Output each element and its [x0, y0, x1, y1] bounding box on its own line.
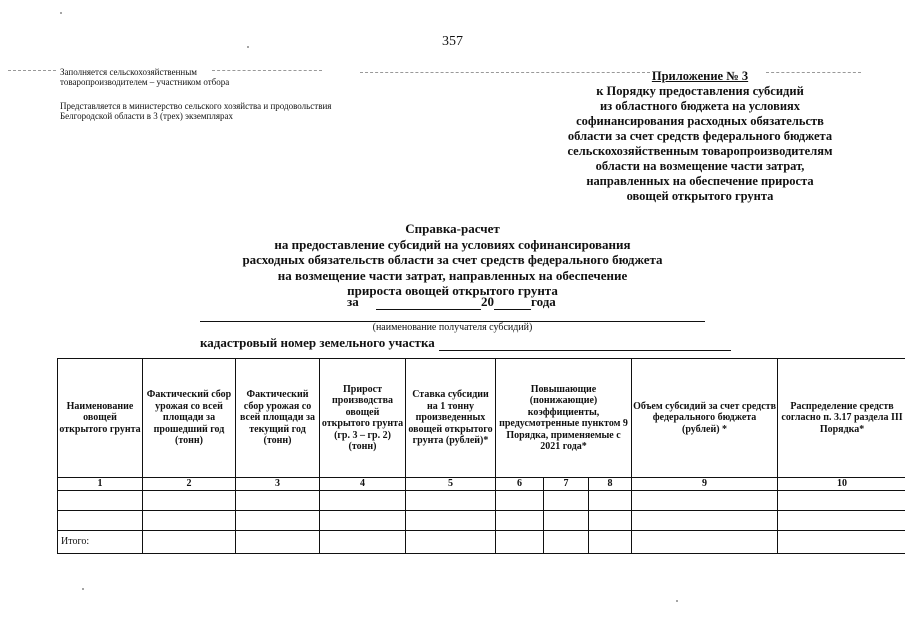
document-title-line: расходных обязательств области за счет средств федерального бюджета	[242, 252, 663, 267]
table-cell[interactable]	[58, 490, 143, 510]
table-cell[interactable]	[58, 510, 143, 530]
submit-note-line2: Белгородской области в 3 (трех) экземплярах	[60, 111, 233, 121]
column-number: 1	[58, 478, 143, 491]
document-title-line: на возмещение части затрат, направленных на обеспечение	[277, 267, 628, 283]
column-number: 4	[320, 478, 406, 491]
submit-note-line1: Представляется в министерство сельского хозяйства и продовольствия	[60, 101, 332, 111]
page-number: 357	[442, 34, 463, 49]
table-cell[interactable]	[143, 530, 236, 553]
table-cell[interactable]	[236, 530, 320, 553]
header-harvest-current: Фактический сбор урожая со всей площади за текущий год (тонн)	[236, 359, 320, 478]
table-cell[interactable]	[544, 530, 589, 553]
column-number: 5	[406, 478, 496, 491]
cadastral-field[interactable]	[439, 337, 731, 351]
column-number: 2	[143, 478, 236, 491]
table-cell[interactable]	[632, 490, 778, 510]
appendix-line: области за счет средств федерального бюджета	[567, 129, 833, 143]
scan-dash-left	[8, 70, 56, 71]
appendix-title: Приложение № 3	[651, 69, 749, 83]
fill-note-line2: товаропроизводителем – участником отбора	[60, 77, 230, 87]
header-coefficients: Повышающие (понижающие) коэффициенты, предусмотренные пунктом 9 Порядка, применяемые с 2021 года*	[496, 359, 632, 478]
table-cell[interactable]	[589, 530, 632, 553]
table-cell[interactable]	[143, 490, 236, 510]
appendix-line: направленных на обеспечение прироста	[586, 174, 814, 188]
appendix-line: овощей открытого грунта	[626, 189, 774, 203]
table-cell[interactable]	[406, 510, 496, 530]
column-number-row	[58, 478, 905, 491]
scan-speck	[247, 46, 249, 48]
document-title	[150, 221, 755, 299]
subsidy-table	[57, 358, 905, 554]
period-prefix: за	[347, 294, 359, 309]
document-title-line: на предоставление субсидий на условиях софинансирования	[274, 236, 631, 252]
appendix-line: софинансирования расходных обязательств	[576, 114, 824, 128]
table-cell[interactable]	[778, 530, 905, 553]
table-cell[interactable]	[320, 510, 406, 530]
document-title-line: Справка-расчет	[405, 221, 500, 236]
cadastral-line	[200, 335, 731, 351]
fill-note-line1: Заполняется сельскохозяйственным	[60, 67, 197, 77]
table-cell[interactable]	[320, 530, 406, 553]
header-harvest-previous: Фактический сбор урожая со всей площади за прошедший год (тонн)	[143, 359, 236, 478]
table-cell[interactable]	[496, 510, 544, 530]
table-cell[interactable]	[778, 510, 905, 530]
period-line	[347, 294, 556, 310]
table-row	[58, 510, 905, 530]
header-vegetable-name: Наименование овощей открытого грунта	[58, 359, 143, 478]
table-cell[interactable]	[544, 490, 589, 510]
table-cell[interactable]	[632, 510, 778, 530]
table-cell[interactable]	[143, 510, 236, 530]
header-subsidy-rate: Ставка субсидии на 1 тонну произведенных овощей открытого грунта (рублей)*	[406, 359, 496, 478]
table-cell[interactable]	[320, 490, 406, 510]
table-cell[interactable]	[496, 490, 544, 510]
header-distribution: Распределение средств согласно п. 3.17 раздела III Порядка*	[778, 359, 905, 478]
table-cell[interactable]	[496, 530, 544, 553]
total-row	[58, 530, 905, 553]
table-cell[interactable]	[406, 530, 496, 553]
header-subsidy-volume: Объем субсидий за счет средств федерального бюджета (рублей) *	[632, 359, 778, 478]
appendix-line: сельскохозяйственным товаропроизводителям	[567, 144, 833, 158]
period-year-prefix: 20	[480, 294, 494, 309]
table-cell[interactable]	[778, 490, 905, 510]
period-year-suffix: года	[530, 294, 556, 309]
period-date-field[interactable]	[376, 296, 481, 310]
table-cell[interactable]	[406, 490, 496, 510]
column-number: 3	[236, 478, 320, 491]
scan-speck	[60, 12, 62, 14]
period-year-field[interactable]	[494, 296, 531, 310]
total-label: Итого:	[58, 530, 143, 553]
column-number: 9	[632, 478, 778, 491]
appendix-line: области на возмещение части затрат,	[595, 159, 805, 173]
table-cell[interactable]	[236, 490, 320, 510]
column-number: 10	[778, 478, 905, 491]
table-cell[interactable]	[236, 510, 320, 530]
header-production-growth: Прирост производства овощей открытого грунта (гр. 3 – гр. 2) (тонн)	[320, 359, 406, 478]
appendix-line: из областного бюджета на условиях	[599, 99, 801, 113]
document-title-line: прироста овощей открытого грунта	[347, 283, 558, 298]
appendix-block	[535, 69, 865, 204]
column-number: 7	[544, 478, 589, 491]
column-number: 6	[496, 478, 544, 491]
table-cell[interactable]	[589, 510, 632, 530]
table-header-row	[58, 359, 905, 478]
column-number: 8	[589, 478, 632, 491]
scan-speck	[82, 588, 84, 590]
table-cell[interactable]	[589, 490, 632, 510]
table-cell[interactable]	[632, 530, 778, 553]
fill-note	[60, 67, 310, 87]
cadastral-label: кадастровый номер земельного участка	[200, 335, 435, 350]
table-row	[58, 490, 905, 510]
table-cell[interactable]	[544, 510, 589, 530]
appendix-line: к Порядку предоставления субсидий	[596, 84, 804, 98]
recipient-caption: (наименование получателя субсидий)	[372, 322, 533, 333]
submit-note	[60, 101, 390, 121]
scan-speck	[676, 600, 678, 602]
